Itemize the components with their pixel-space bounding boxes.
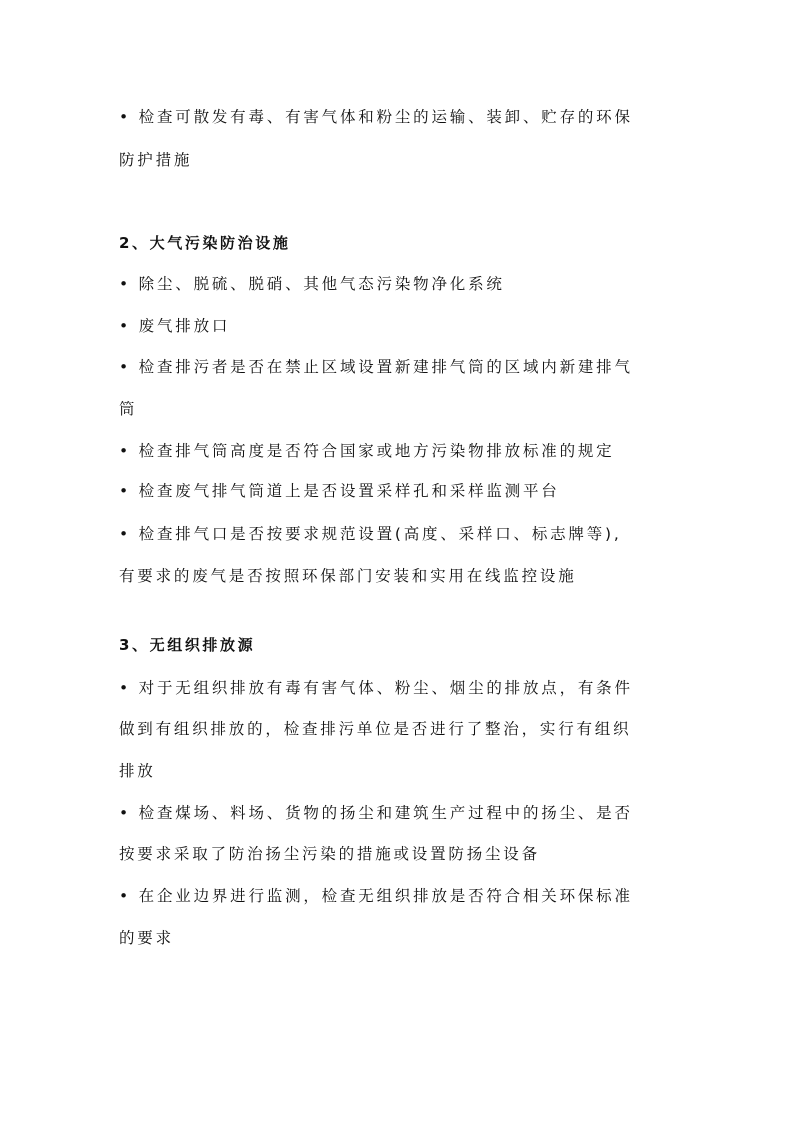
bullet-organized-emission-line-2: 做到有组织排放的，检查排污单位是否进行了整治，实行有组织 [119, 720, 632, 738]
bullet-stack-height: • 检查排气筒高度是否符合国家或地方污染物排放标准的规定 [119, 442, 615, 460]
bullet-prohibited-area-line-2: 筒 [119, 400, 138, 418]
bullet-exhaust-outlet: • 废气排放口 [119, 317, 231, 335]
bullet-outlet-standard-line-2: 有要求的废气是否按照环保部门安装和实用在线监控设施 [119, 567, 577, 585]
section-heading-air-pollution: 2、大气污染防治设施 [119, 234, 291, 252]
bullet-transport-protection-line-1: • 检查可散发有毒、有害气体和粉尘的运输、装卸、贮存的环保 [119, 108, 633, 126]
bullet-boundary-monitoring-line-2: 的要求 [119, 929, 174, 947]
bullet-transport-protection-line-2: 防护措施 [119, 151, 193, 169]
bullet-sampling-holes: • 检查废气排气筒道上是否设置采样孔和采样监测平台 [119, 482, 560, 500]
bullet-dust-control-line-2: 按要求采取了防治扬尘污染的措施或设置防扬尘设备 [119, 845, 540, 863]
bullet-outlet-standard-line-1: • 检查排气口是否按要求规范设置(高度、采样口、标志牌等), [119, 525, 622, 543]
bullet-purification-systems: • 除尘、脱硫、脱硝、其他气态污染物净化系统 [119, 275, 505, 293]
bullet-organized-emission-line-3: 排放 [119, 762, 156, 780]
bullet-boundary-monitoring-line-1: • 在企业边界进行监测，检查无组织排放是否符合相关环保标准 [119, 887, 633, 905]
bullet-prohibited-area-line-1: • 检查排污者是否在禁止区域设置新建排气筒的区域内新建排气 [119, 358, 633, 376]
bullet-dust-control-line-1: • 检查煤场、料场、货物的扬尘和建筑生产过程中的扬尘、是否 [119, 804, 633, 822]
section-heading-fugitive-emissions: 3、无组织排放源 [119, 636, 256, 654]
bullet-organized-emission-line-1: • 对于无组织排放有毒有害气体、粉尘、烟尘的排放点，有条件 [119, 679, 633, 697]
